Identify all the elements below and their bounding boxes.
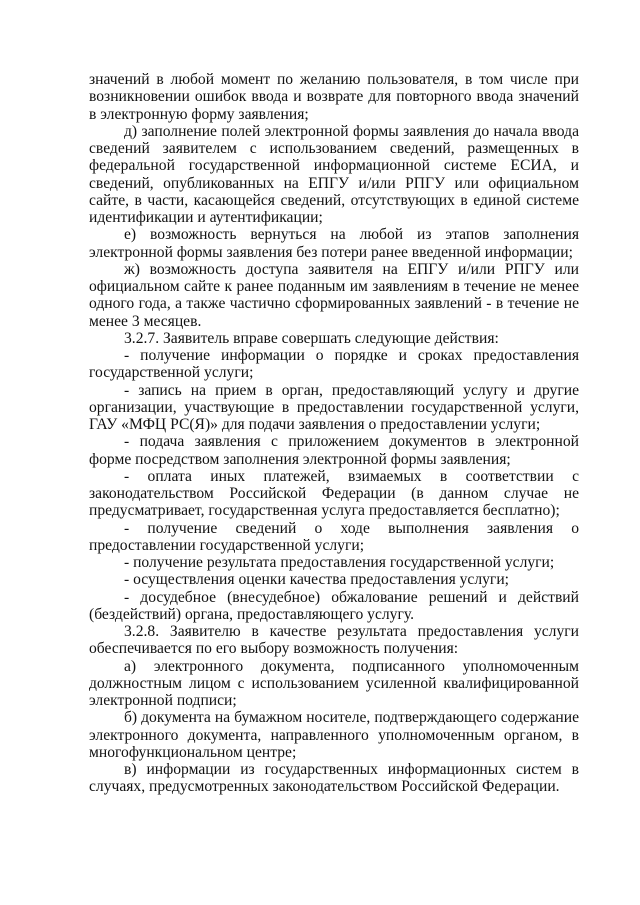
paragraph-item-d: д) заполнение полей электронной формы заявления до начала ввода сведений заявителем с использованием сведений, размещенных в федеральной государственной информационной системе ЕСИА, и сведений, опубликованных на ЕПГУ и/или РПГУ или официальном сайте, в части, касающейся сведений, отсутствующих в единой системе идентификации и аутентификации; (89, 122, 579, 226)
paragraph-item-v: в) информации из государственных информационных систем в случаях, предусмотренных законодательством Российской Федерации. (89, 761, 579, 796)
paragraph-item-b: б) документа на бумажном носителе, подтверждающего содержание электронного документа, направленного уполномоченным органом, в многофункциональном центре; (89, 709, 579, 761)
list-item: - осуществления оценки качества предоставления услуги; (124, 571, 510, 589)
list-item: - получение сведений о ходе выполнения заявления о предоставлении государственной услуги; (89, 519, 579, 554)
list-item: - запись на прием в орган, предоставляющий услугу и другие организации, участвующие в предоставлении государственной услуги, ГАУ «МФЦ РС(Я)» для подачи заявления о предоставлении услуги; (89, 381, 579, 433)
list-item: - получение результата предоставления государственной услуги; (124, 554, 555, 571)
list-item: - оплата иных платежей, взимаемых в соответствии с законодательством Российской Федерации (в данном случае не предусматривает, государственная услуга предоставляется бесплатно); (89, 467, 579, 520)
section-3-2-7-heading: 3.2.7. Заявитель вправе совершать следующие действия: (124, 329, 499, 347)
paragraph-item-zh: ж) возможность доступа заявителя на ЕПГУ и/или РПГУ или официальном сайте к ранее поданным им заявлениям в течение не менее одного года, а также частично сформированных заявлений - в течение не менее 3 месяцев. (89, 260, 579, 330)
paragraph-item-a: а) электронного документа, подписанного уполномоченным должностным лицом с использованием усиленной квалифицированной электронной подписи; (89, 657, 579, 709)
list-item: - досудебное (внесудебное) обжалование решений и действий (бездействий) органа, предоставляющего услугу. (89, 588, 579, 623)
list-item: - подача заявления с приложением документов в электронной форме посредством заполнения электронной формы заявления; (89, 433, 579, 468)
section-3-2-8-heading: 3.2.8. Заявителю в качестве результата предоставления услуги обеспечивается по его выбору возможность получения: (89, 623, 579, 658)
document-body (89, 71, 579, 796)
paragraph-item-e: е) возможность вернуться на любой из этапов заполнения электронной формы заявления без потери ранее введенной информации; (89, 226, 579, 261)
list-item: - получение информации о порядке и сроках предоставления государственной услуги; (89, 347, 579, 382)
paragraph-continuation: значений в любой момент по желанию пользователя, в том числе при возникновении ошибок ввода и возврате для повторного ввода значений в электронную форму заявления; (89, 71, 579, 123)
